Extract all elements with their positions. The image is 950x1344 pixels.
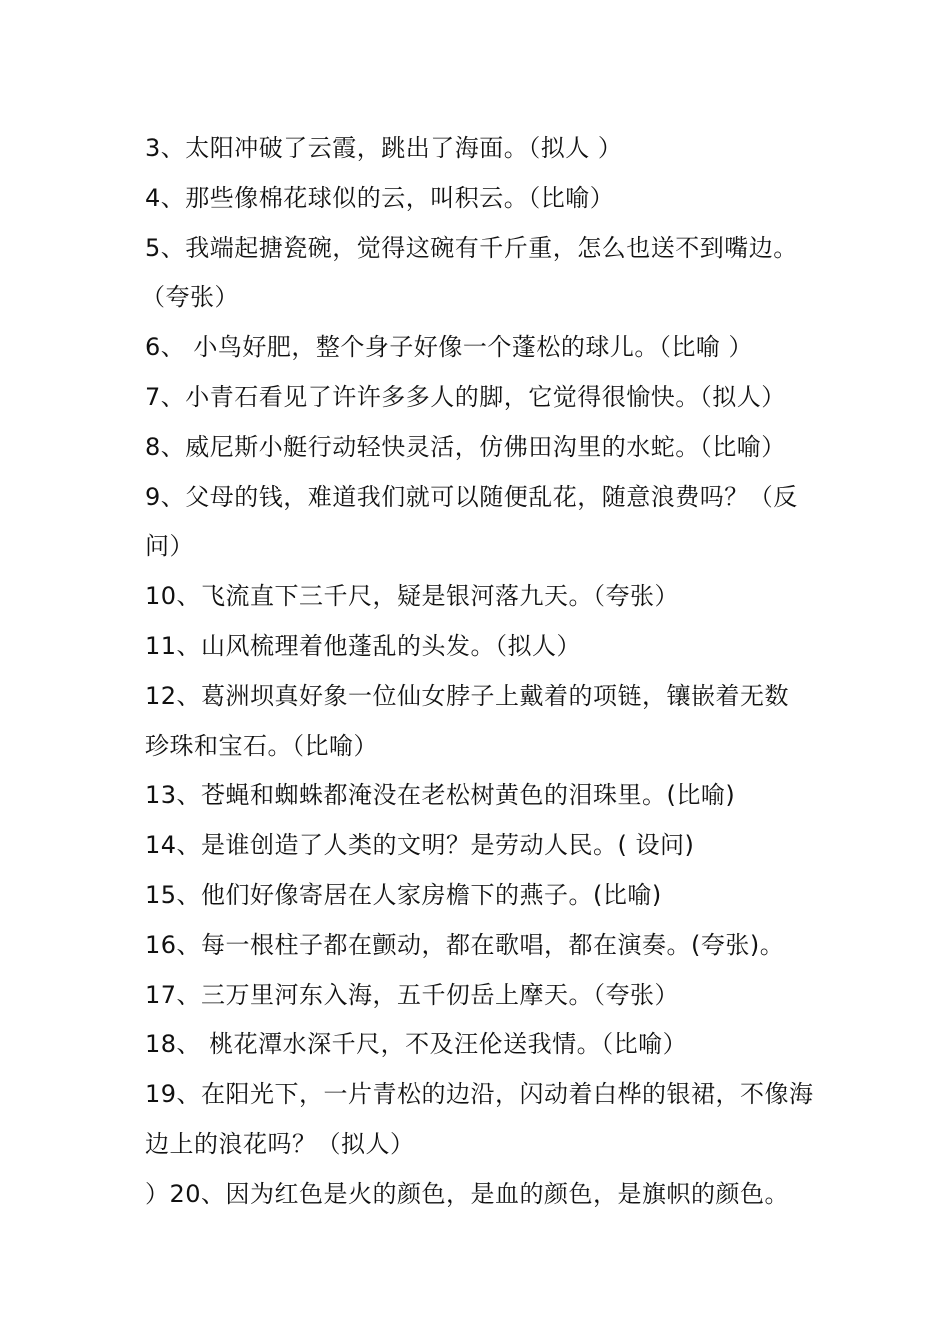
text-line: （夸张） (141, 283, 239, 312)
document-body (141, 124, 815, 1220)
text-line: 3、太阳冲破了云霞，跳出了海面。（拟人 ） (145, 134, 623, 162)
text-line: 边上的浪花吗？（拟人） (145, 1129, 415, 1158)
text-line: 18、 桃花潭水深千尺，不及汪伦送我情。（比喻） (145, 1030, 688, 1059)
text-line: 5、我端起搪瓷碗，觉得这碗有千斤重，怎么也送不到嘴边。 (145, 233, 798, 262)
text-line: 4、那些像棉花球似的云，叫积云。（比喻） (145, 183, 615, 212)
text-line: 14、是谁创造了人类的文明？是劳动人民。( 设问) (145, 831, 695, 860)
text-line: ）20、因为红色是火的颜色，是血的颜色，是旗帜的颜色。 (145, 1179, 790, 1208)
text-line: 问） (145, 532, 194, 561)
text-line: 15、他们好像寄居在人家房檐下的燕子。(比喻) (145, 880, 662, 909)
text-line: 13、苍蝇和蜘蛛都淹没在老松树黄色的泪珠里。(比喻) (145, 781, 736, 810)
text-line: 11、山风梳理着他蓬乱的头发。（拟人） (145, 631, 582, 660)
text-line: 19、在阳光下，一片青松的边沿，闪动着白桦的银裙，不像海 (145, 1080, 814, 1109)
text-line: 16、每一根柱子都在颤动，都在歌唱，都在演奏。(夸张)。 (145, 930, 785, 959)
text-line: 8、威尼斯小艇行动轻快灵活，仿佛田沟里的水蛇。（比喻） (145, 432, 786, 461)
text-line: 10、飞流直下三千尺，疑是银河落九天。（夸张） (145, 582, 680, 611)
text-line: 17、三万里河东入海，五千仞岳上摩天。（夸张） (145, 980, 680, 1009)
text-line: 9、父母的钱，难道我们就可以随便乱花，随意浪费吗？（反 (145, 482, 798, 511)
text-line: 7、小青石看见了许许多多人的脚，它觉得很愉快。（拟人） (145, 382, 786, 411)
text-line: 12、葛洲坝真好象一位仙女脖子上戴着的项链，镶嵌着无数 (145, 681, 790, 710)
text-line: 6、 小鸟好肥，整个身子好像一个蓬松的球儿。（比喻 ） (145, 333, 754, 362)
text-line: 珍珠和宝石。（比喻） (145, 731, 378, 760)
